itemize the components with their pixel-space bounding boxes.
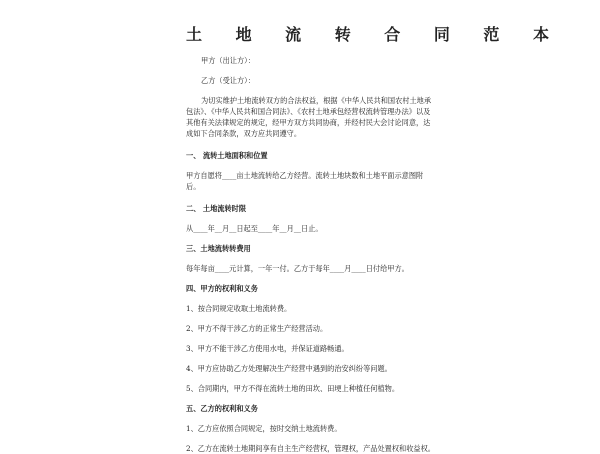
section-heading: 五、乙方的权利和义务 — [186, 404, 258, 413]
intro-paragraph — [186, 95, 432, 139]
section-heading: 四、甲方的权利和义务 — [186, 284, 258, 293]
list-item: 5、合同期内，甲方不得在流转土地的田坎、田埂上种植任何植物。 — [186, 384, 400, 393]
party-a-label: 甲方（出让方）： — [201, 56, 255, 65]
list-item: 3、甲方不能干涉乙方使用水电，并保证道路畅通。 — [186, 344, 349, 353]
intro-line: 其他有关法律规定的规定，经甲方双方共同协商，并经村民大会讨论同意，达 — [186, 118, 431, 127]
section-line: 从____年__月__日起至____年__月__日止。 — [186, 224, 323, 233]
section-heading: 三、土地流转转费用 — [186, 244, 251, 253]
section-heading: 二、 土地流转时限 — [186, 204, 247, 213]
list-item: 1、乙方应依照合同规定，按时交纳土地流转费。 — [186, 424, 342, 433]
intro-line: 包法》、《中华人民共和国合同法》、《农村土地承包经营权流转管理办法》以及 — [186, 107, 431, 116]
section-line: 每年每亩____元计算，一年一付。乙方于每年____月____日付给甲方。 — [186, 264, 409, 273]
list-item: 4、甲方应协助乙方处理解决生产经营中遇到的治安纠纷等问题。 — [186, 364, 392, 373]
list-item: 1、按合同规定收取土地流转费。 — [186, 304, 292, 313]
section-line: 甲方自愿将____亩土地流转给乙方经营。流转土地块数和土地平面示意图附 — [186, 171, 424, 180]
party-b-label: 乙方（受让方）： — [201, 76, 255, 85]
document-title: 土 地 流 转 合 同 范 本 — [186, 25, 563, 44]
intro-line: 成如下合同条款，双方应共同遵守。 — [186, 129, 302, 138]
list-item: 2、甲方不得干涉乙方的正常生产经营活动。 — [186, 324, 328, 333]
list-item: 2、乙方在流转土地期间享有自主生产经营权，管理权，产品处置权和收益权。 — [186, 444, 435, 453]
section-heading: 一、 流转土地面积和位置 — [186, 151, 268, 160]
section-line: 后。 — [186, 182, 201, 191]
intro-line: 为切实维护土地流转双方的合法权益，根据《中华人民共和国农村土地承 — [201, 96, 432, 105]
